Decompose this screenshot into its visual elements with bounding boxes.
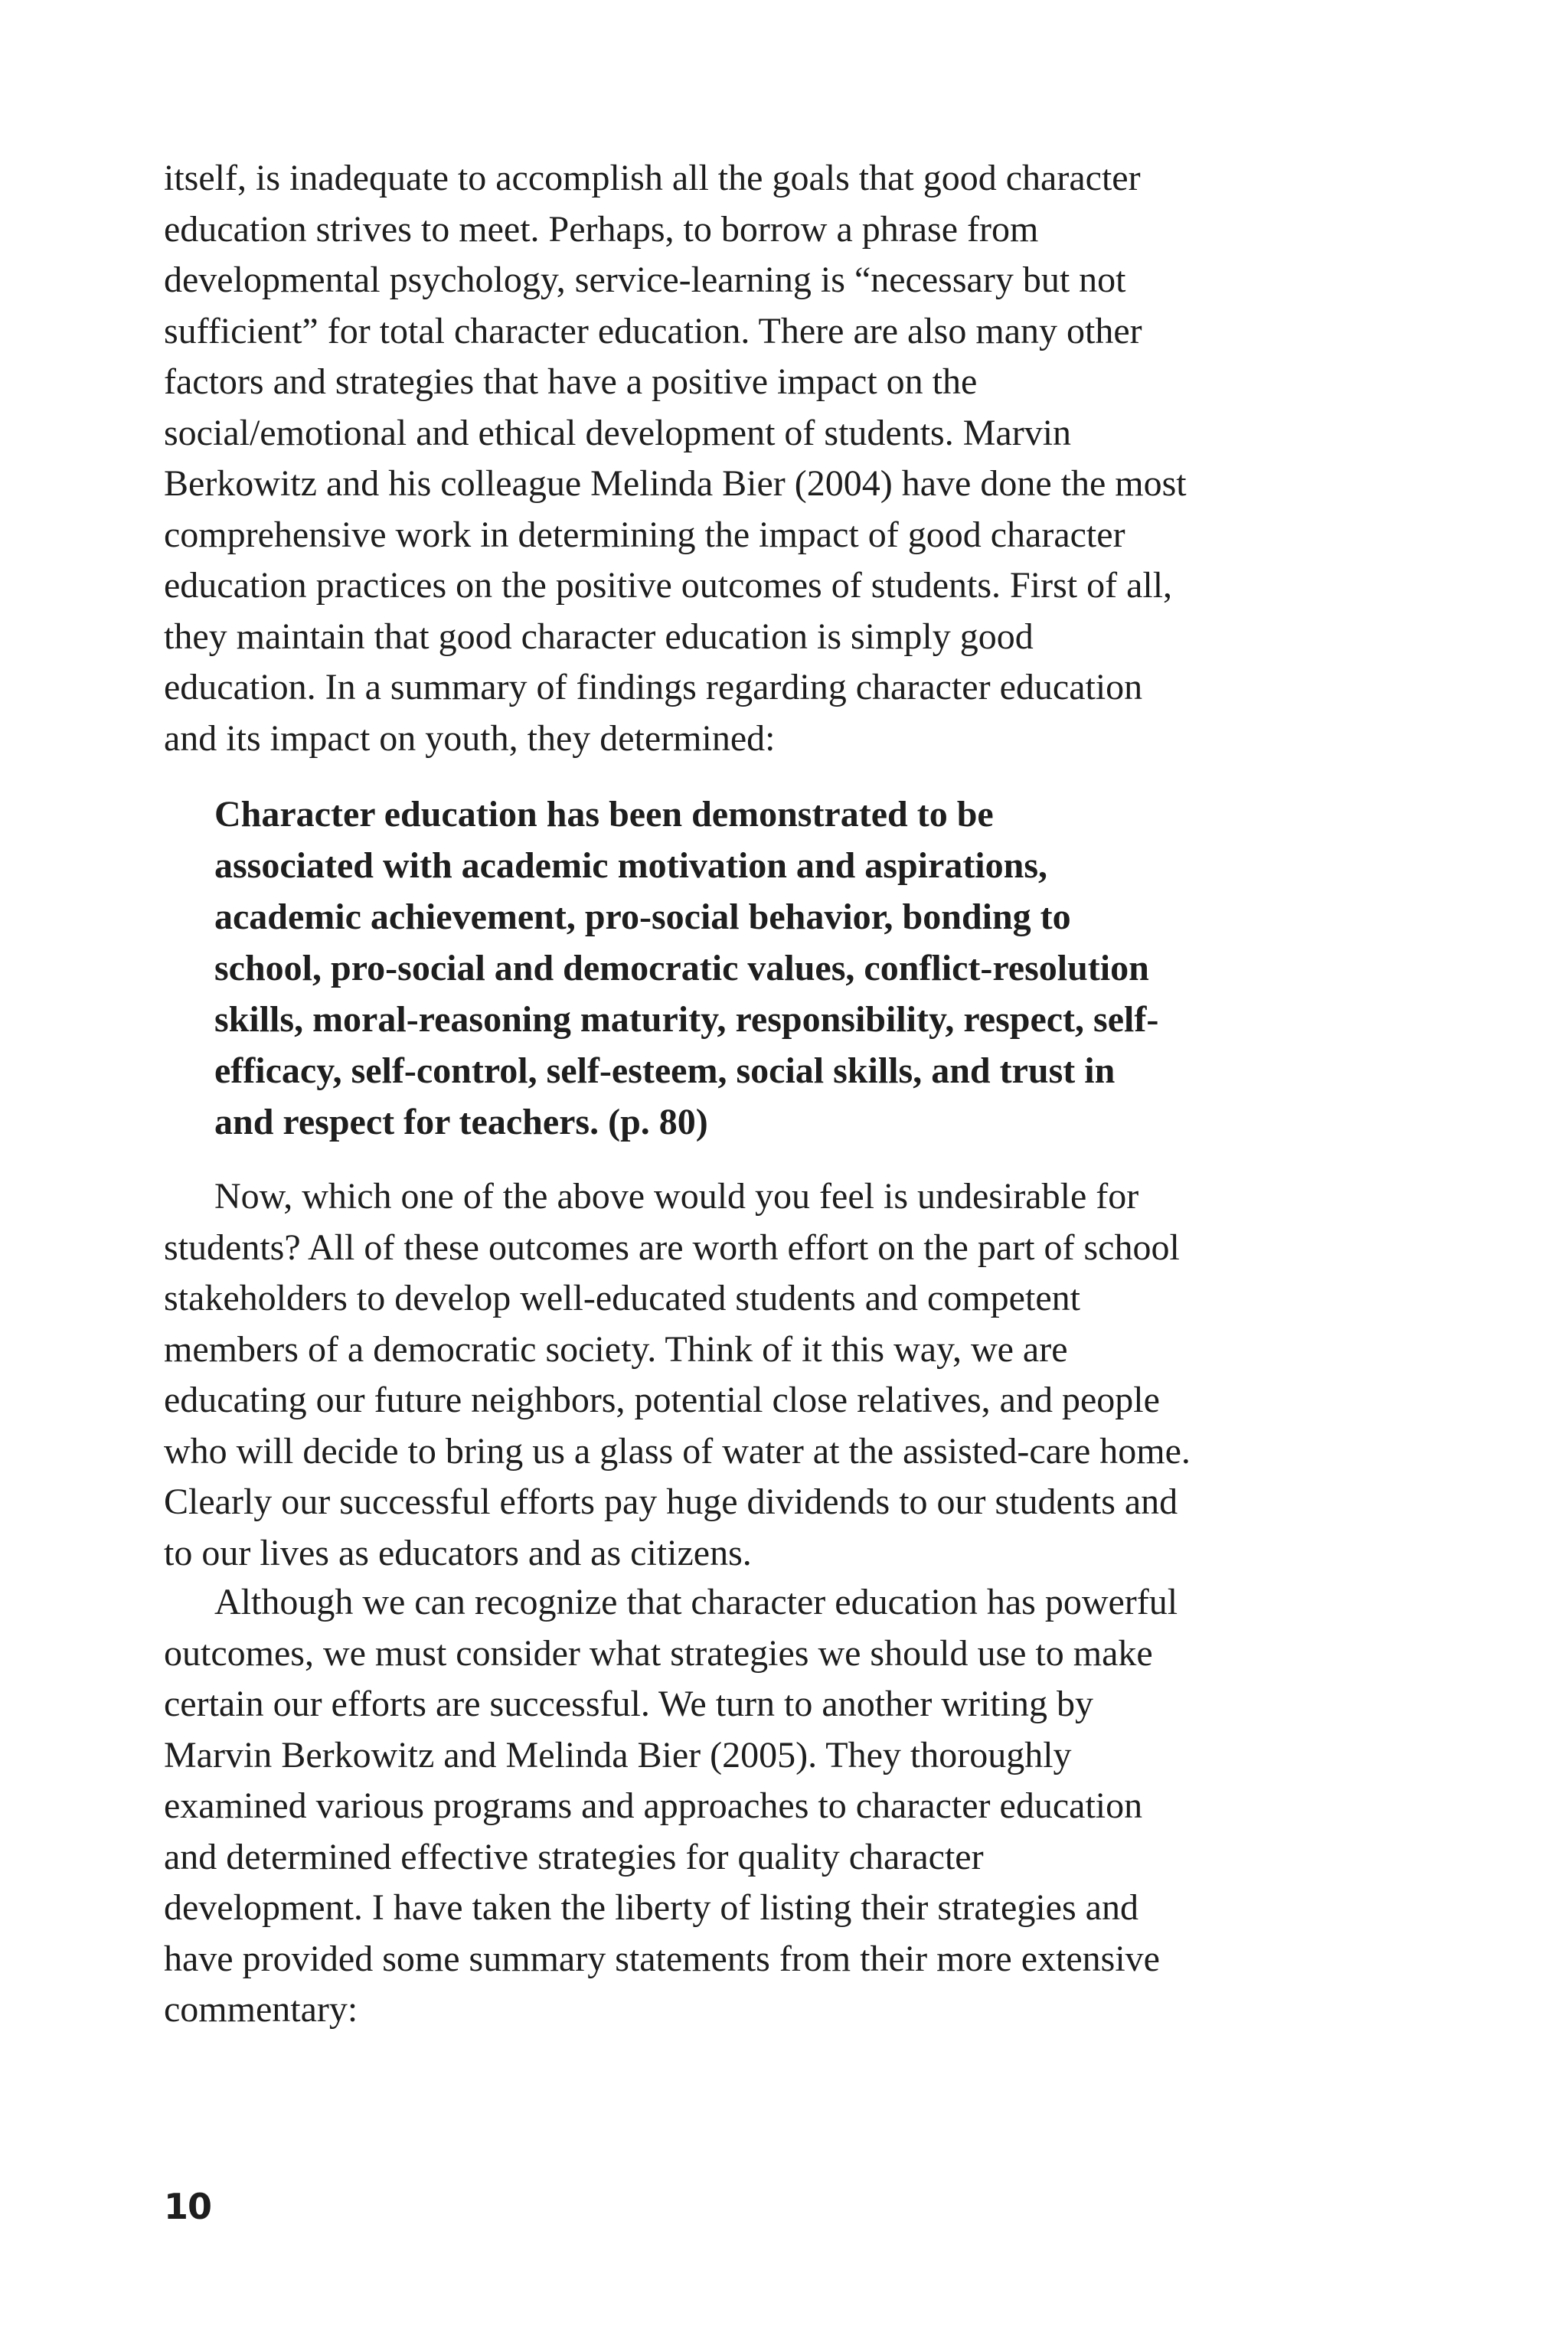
text-line: Berkowitz and his colleague Melinda Bier (2004) have done the most xyxy=(164,463,1187,504)
quote-line: school, pro-social and democratic values, conflict-resolution xyxy=(214,948,1149,988)
text-line: Now, which one of the above would you feel is undesirable for xyxy=(214,1176,1139,1217)
text-line: and determined effective strategies for quality character xyxy=(164,1836,984,1877)
text-line: to our lives as educators and as citizens. xyxy=(164,1532,752,1573)
text-line: certain our efforts are successful. We turn to another writing by xyxy=(164,1684,1093,1724)
quote-line: academic achievement, pro-social behavior, bonding to xyxy=(214,897,1071,937)
text-line: factors and strategies that have a positive impact on the xyxy=(164,361,978,402)
body-paragraph-2 xyxy=(164,1171,1191,1579)
page-number: 10 xyxy=(164,2186,212,2227)
quote-line: associated with academic motivation and aspirations, xyxy=(214,845,1048,886)
text-line: educating our future neighbors, potential close relatives, and people xyxy=(164,1380,1160,1420)
body-paragraph-3 xyxy=(164,1577,1178,2036)
text-line: developmental psychology, service-learning is “necessary but not xyxy=(164,260,1126,300)
text-line: itself, is inadequate to accomplish all the goals that good character xyxy=(164,158,1141,198)
text-line: commentary: xyxy=(164,1989,358,2030)
text-line: examined various programs and approaches to character education xyxy=(164,1785,1143,1826)
text-line: social/emotional and ethical development of students. Marvin xyxy=(164,412,1072,453)
quote-line: and respect for teachers. (p. 80) xyxy=(214,1102,708,1142)
text-line: students? All of these outcomes are worth effort on the part of school xyxy=(164,1227,1180,1268)
text-line: Marvin Berkowitz and Melinda Bier (2005). They thoroughly xyxy=(164,1734,1072,1775)
text-line: members of a democratic society. Think of it this way, we are xyxy=(164,1328,1068,1370)
text-line: development. I have taken the liberty of listing their strategies and xyxy=(164,1887,1138,1928)
quote-line: skills, moral-reasoning maturity, responsibility, respect, self- xyxy=(214,999,1159,1040)
text-line: comprehensive work in determining the impact of good character xyxy=(164,514,1125,555)
text-line: education. In a summary of findings regarding character education xyxy=(164,667,1143,707)
text-line: Although we can recognize that character education has powerful xyxy=(214,1582,1178,1622)
text-line: sufficient” for total character education. There are also many other xyxy=(164,310,1142,351)
text-line: outcomes, we must consider what strategies we should use to make xyxy=(164,1632,1153,1674)
text-line: education strives to meet. Perhaps, to borrow a phrase from xyxy=(164,208,1039,250)
quote-line: Character education has been demonstrated to be xyxy=(214,794,994,835)
body-paragraph-1 xyxy=(164,153,1187,764)
text-line: stakeholders to develop well-educated students and competent xyxy=(164,1278,1080,1318)
text-line: Clearly our successful efforts pay huge dividends to our students and xyxy=(164,1481,1178,1522)
text-line: have provided some summary statements from their more extensive xyxy=(164,1938,1160,1979)
block-quote xyxy=(214,789,1158,1148)
text-line: who will decide to bring us a glass of water at the assisted-care home. xyxy=(164,1430,1191,1472)
text-line: they maintain that good character education is simply good xyxy=(164,616,1034,657)
quote-line: efficacy, self-control, self-esteem, social skills, and trust in xyxy=(214,1050,1116,1091)
text-line: and its impact on youth, they determined: xyxy=(164,717,776,759)
text-line: education practices on the positive outcomes of students. First of all, xyxy=(164,565,1173,606)
